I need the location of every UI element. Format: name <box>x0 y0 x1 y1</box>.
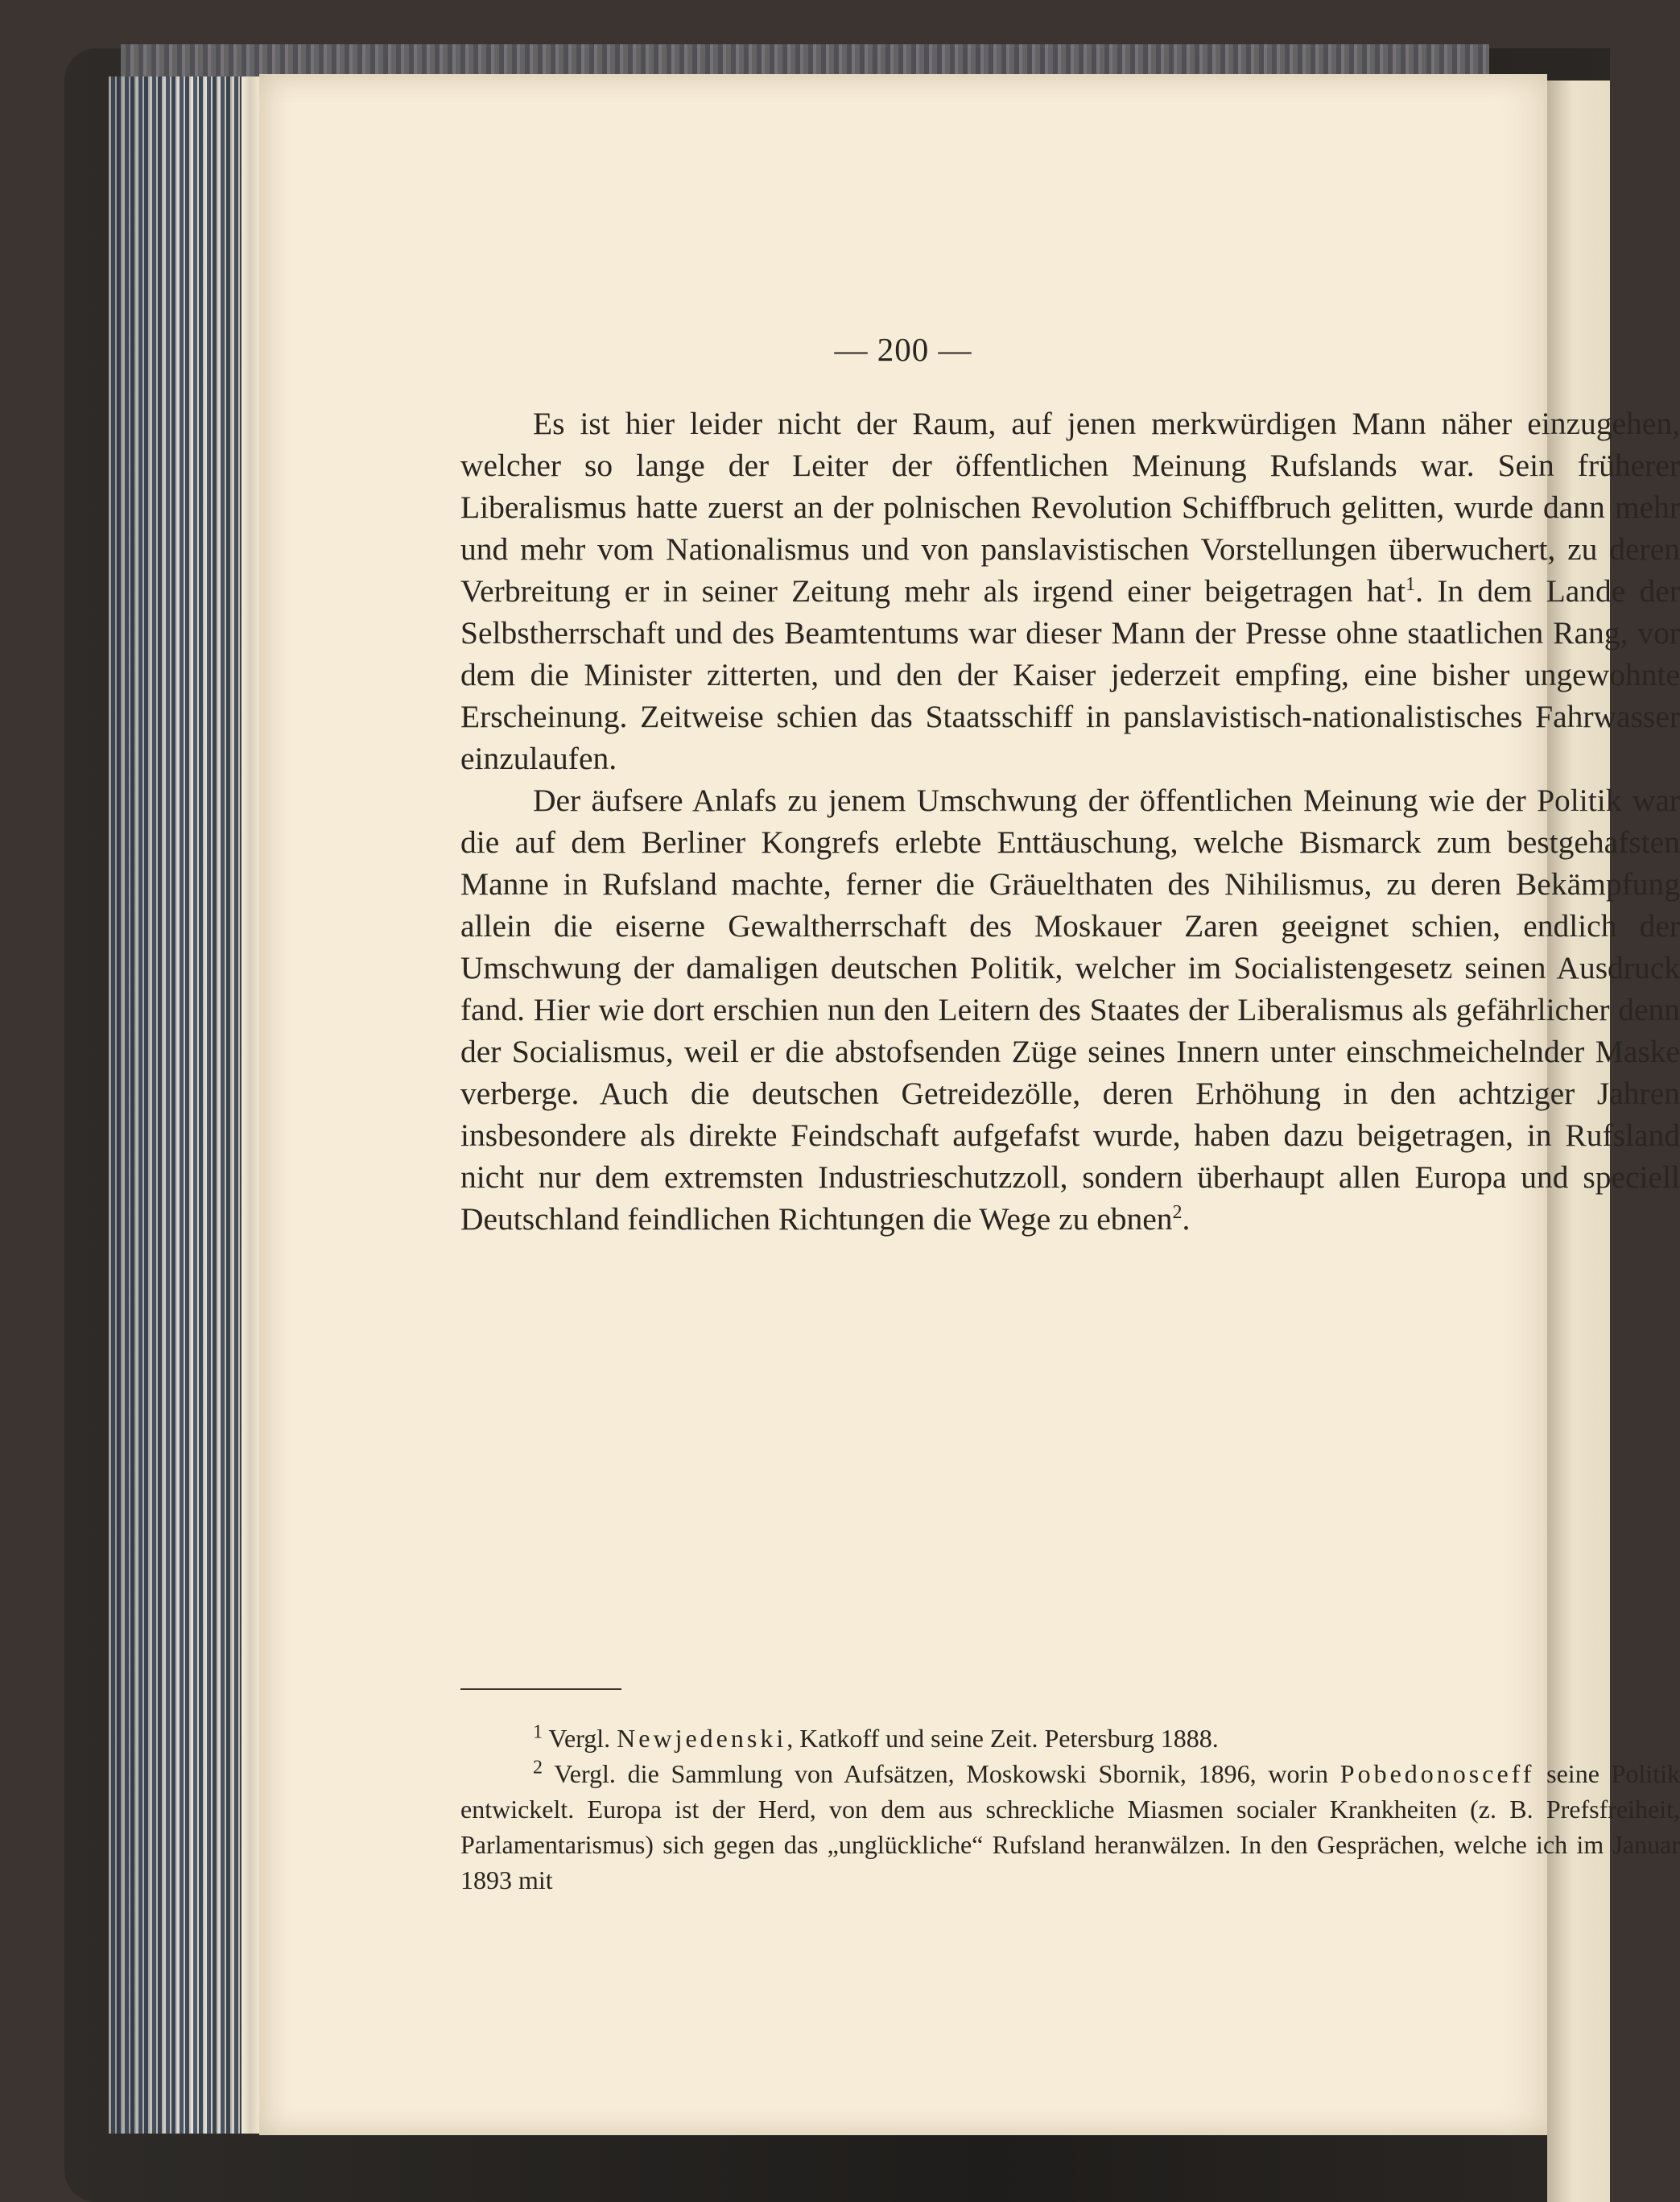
body-text <box>460 403 1680 1240</box>
footnote-2 <box>460 1756 1680 1898</box>
footnote-2-author: Pobedonosceff <box>1339 1759 1535 1788</box>
paragraph-2 <box>460 779 1680 1240</box>
paragraph-1-text-cont: . In dem Lande der Selbstherrschaft und des Beamtentums war dieser Mann der Presse ohne staatlichen Rang, vor dem die Minister zitterten, und den der Kaiser jederzeit empfing, eine bisher ungewohnte Erscheinung. Zeitweise schien das Staatsschiff in panslavistisch-nationalistisches Fahrwasser einzulaufen. <box>460 573 1680 776</box>
page-number: — 200 — <box>834 331 972 368</box>
paragraph-2-text: Der äufsere Anlafs zu jenem Umschwung der öffentlichen Meinung wie der Politik war die auf dem Berliner Kongrefs erlebte Enttäuschung, welche Bismarck zum bestgehafsten Manne in Rufsland machte, ferner die Gräuelthaten des Nihilismus, zu deren Bekämpfung allein die eiserne Gewaltherrschaft des Moskauer Zaren geeignet schien, endlich der Umschwung der damaligen deutschen Politik, welcher im Socialistengesetz seinen Ausdruck fand. Hier wie dort erschien nun den Leitern des Staates der Liberalismus als gefährlicher denn der Socialismus, weil er die abstofsenden Züge seines Innern unter einschmeichelnder Maske verberge. Auch die deutschen Getreidezölle, deren Erhöhung in den achtziger Jahren insbesondere als direkte Feindschaft aufgefafst wurde, haben dazu beigetragen, in Rufsland nicht nur dem extremsten Industrieschutzzoll, sondern überhaupt allen Europa und speciell Deutschland feindlichen Richtungen die Wege zu ebnen <box>460 783 1680 1237</box>
footnote-ref-1: 1 <box>1406 573 1416 595</box>
page-content <box>259 74 1680 2135</box>
footnote-divider <box>460 1688 621 1690</box>
footnote-1-mark: 1 <box>533 1721 543 1743</box>
book-page <box>259 74 1680 2135</box>
paragraph-1-text: Es ist hier leider nicht der Raum, auf jenen merkwürdigen Mann näher einzugehen, welcher so lange der Leiter der öffentlichen Meinung Rufslands war. Sein früherer Liberalismus hatte zuerst an der polnischen Revolution Schiffbruch gelitten, wurde dann mehr und mehr vom Nationalismus und von panslavistischen Vorstellungen überwuchert, zu deren Verbreitung er in seiner Zeitung mehr als irgend einer beigetragen hat <box>460 406 1680 609</box>
footnote-2-text-cont: seine Politik entwickelt. Europa ist der Herd, von dem aus schreckliche Miasmen socialer Krankheiten (z. B. Prefsfreiheit, Parlamentarismus) sich gegen das „unglückliche“ Rufsland heranwälzen. In den Gesprächen, welche ich im Januar 1893 mit <box>460 1759 1680 1894</box>
paragraph-1 <box>460 403 1680 779</box>
page-edges-shadow <box>109 76 254 2134</box>
footnote-1-text: Vergl. <box>548 1724 617 1753</box>
footnote-2-mark: 2 <box>533 1757 543 1779</box>
book-top-edge <box>121 44 1489 76</box>
footnote-1 <box>460 1721 1680 1756</box>
page-gutter <box>241 76 259 2134</box>
footnote-1-author: Newjedenski <box>617 1724 787 1753</box>
paragraph-2-text-cont: . <box>1182 1201 1191 1237</box>
footnotes <box>460 1721 1680 1898</box>
footnote-ref-2: 2 <box>1172 1201 1183 1223</box>
footnote-2-text: Vergl. die Sammlung von Aufsätzen, Moskowski Sbornik, 1896, worin <box>554 1759 1340 1788</box>
footnote-1-text-cont: , Katkoff und seine Zeit. Petersburg 1888. <box>786 1724 1219 1753</box>
